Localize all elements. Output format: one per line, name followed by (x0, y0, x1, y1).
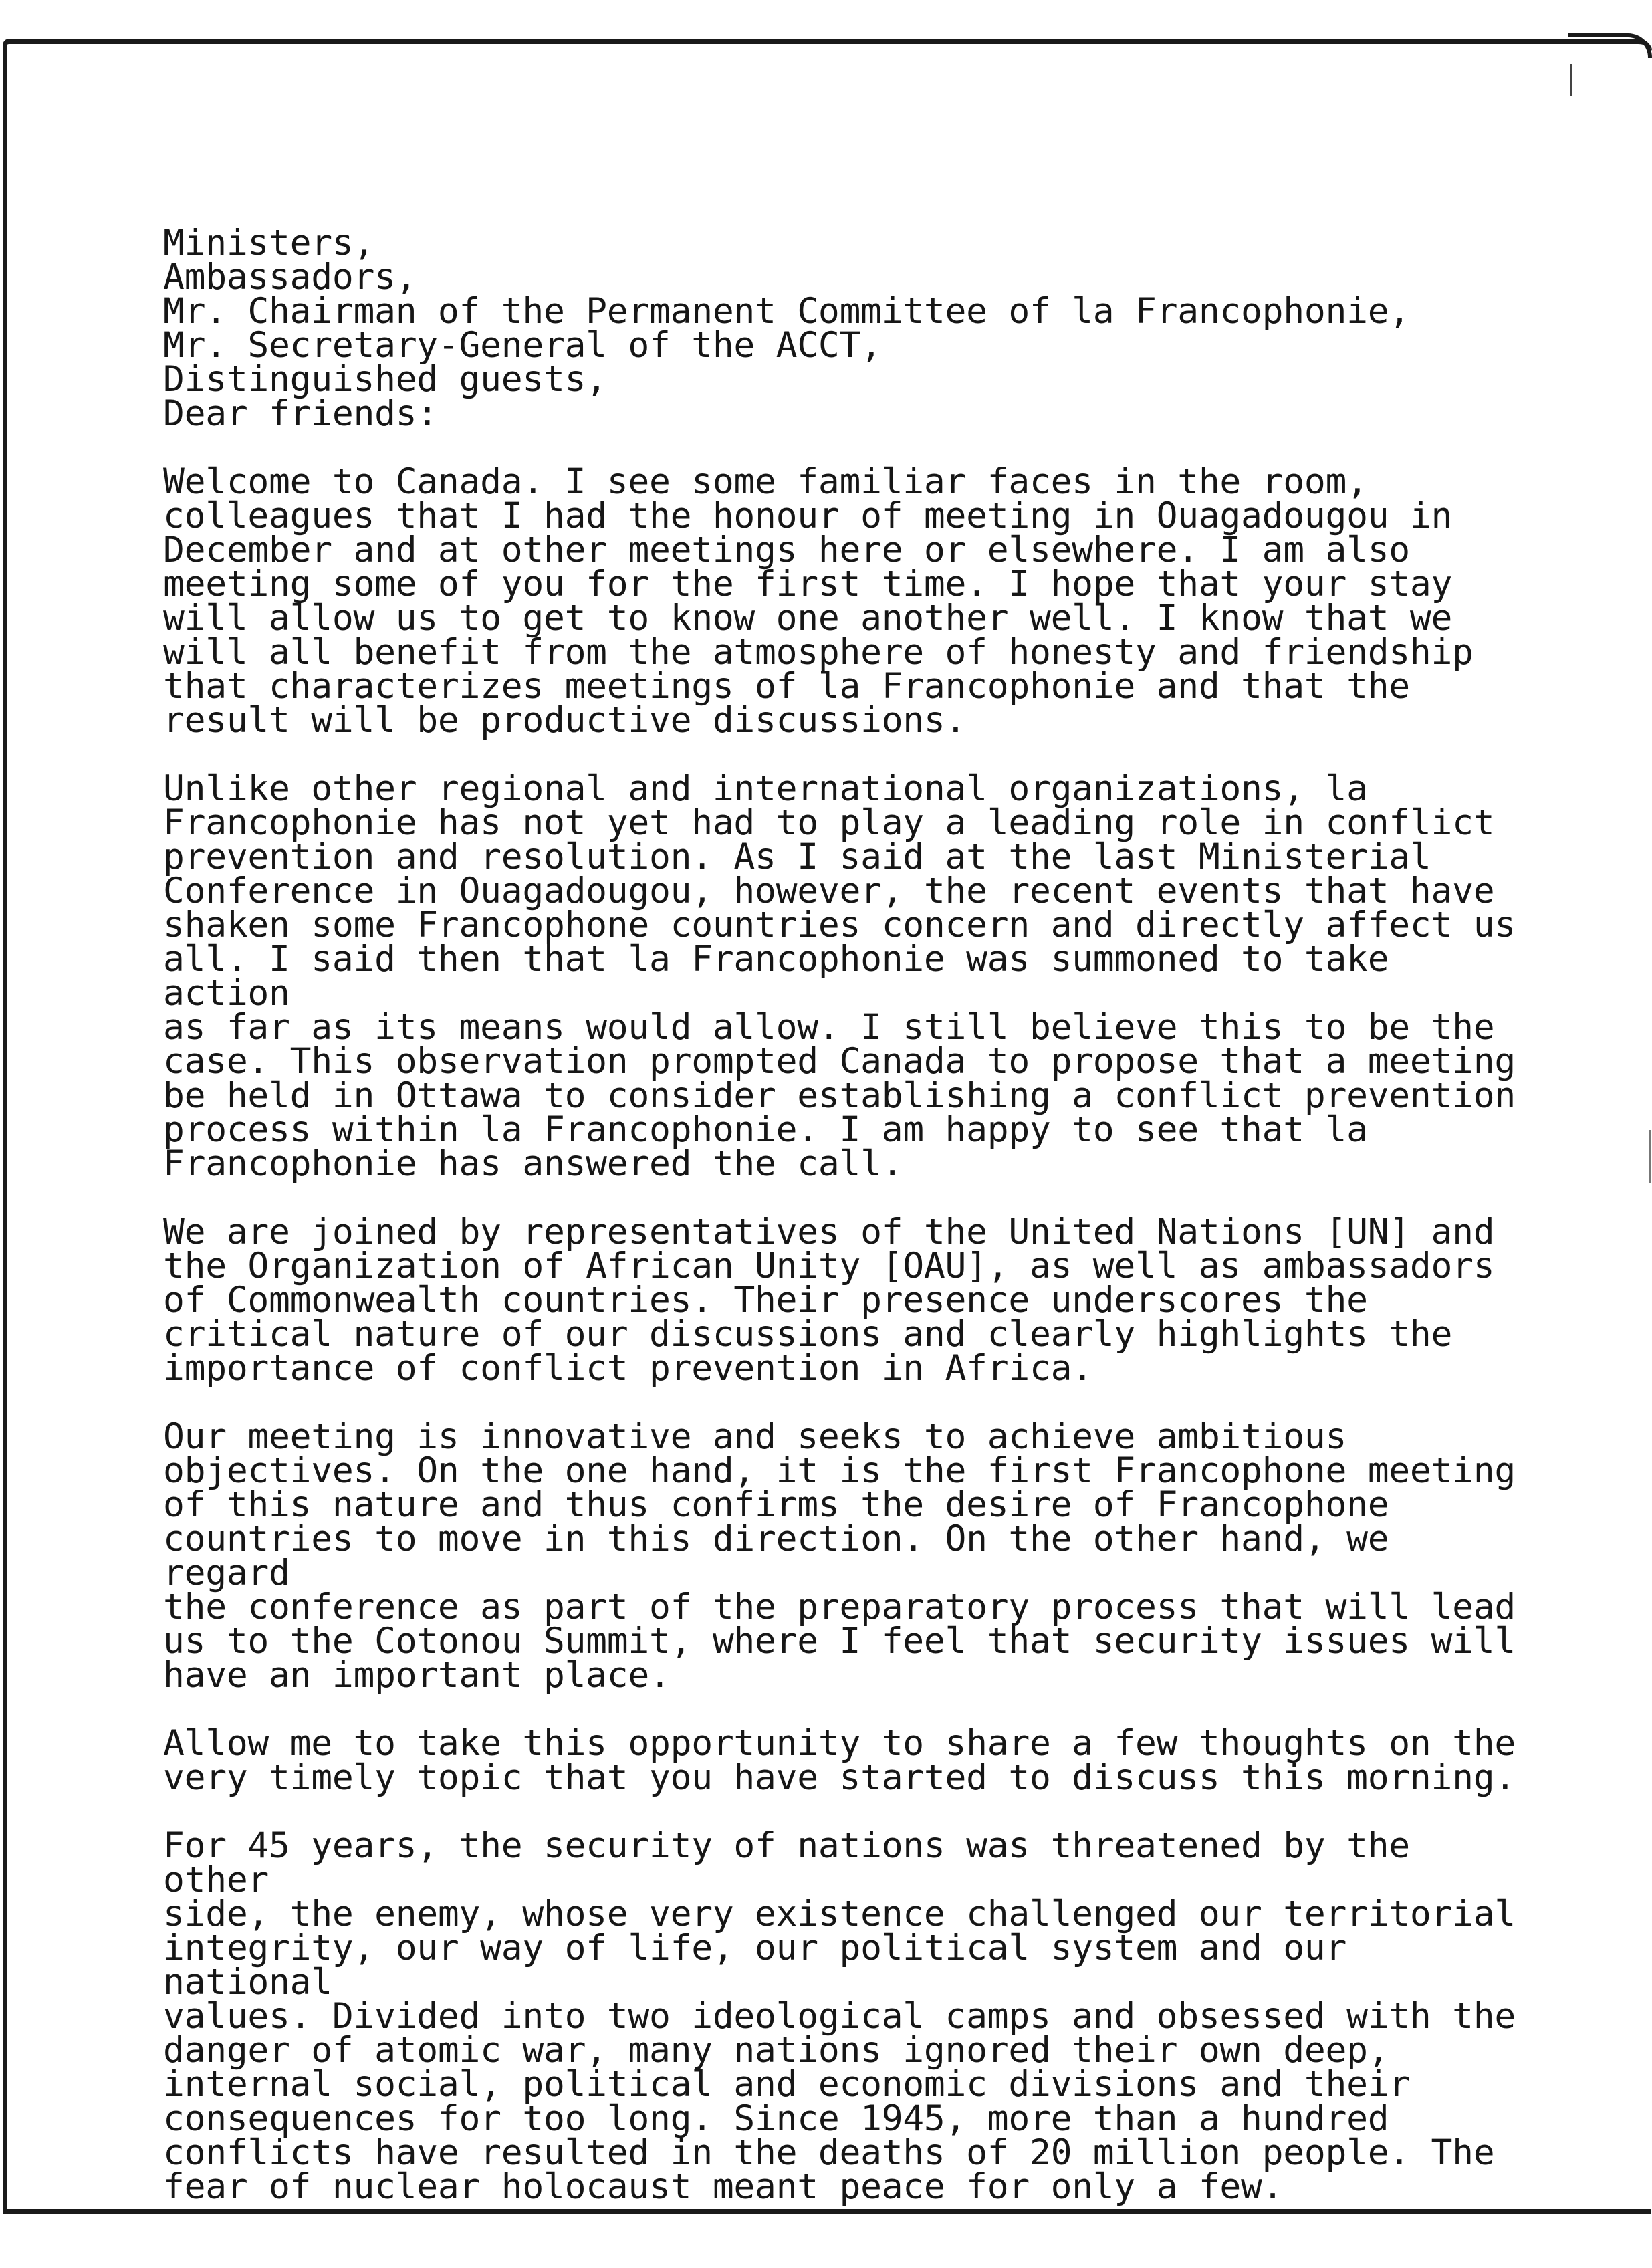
paragraph-security-history: For 45 years, the security of nations was threatened by the other side, the enemy, whose very existence challenged our territorial integrity, our way of life, our political system and our national values. Divided into two ideological camps and obsessed with the danger of atomic war, many nations ignored their own deep, internal social, political and economic divisions and their consequences for too long. Since 1945, more than a hundred conflicts have resulted in the deaths of 20 million people. The fear of nuclear holocaust meant peace for only a few. (163, 1825, 1516, 2207)
speech-text (163, 223, 1520, 2207)
paragraph-welcome: Welcome to Canada. I see some familiar faces in the room, colleagues that I had the honour of meeting in Ouagadougou in December and at other meetings here or elsewhere. I am also meeting some of you for the first time. I hope that your stay will allow us to get to know one another well. I know that we will all benefit from the atmosphere of honesty and friendship that characterizes meetings of la Francophonie and that the result will be productive discussions. (163, 461, 1473, 741)
paragraph-meeting-objectives: Our meeting is innovative and seeks to achieve ambitious objectives. On the one hand, it is the first Francophone meeting of this nature and thus confirms the desire of Francophone countries to move in this direction. On the other hand, we regard the conference as part of the preparatory process that will lead us to the Cotonou Summit, where I feel that security issues will have an important place. (163, 1416, 1516, 1696)
salutation-line: Dear friends: (163, 393, 438, 434)
salutation-line: Distinguished guests, (163, 359, 607, 400)
page-border-bottom (3, 2209, 1651, 2214)
paragraph-representatives: We are joined by representatives of the United Nations [UN] and the Organization of African Unity [OAU], as well as ambassadors of Commonwealth countries. Their presence underscores the critical nature of our discussions and clearly highlights the importance of conflict prevention in Africa. (163, 1212, 1495, 1389)
page-border-top (3, 39, 1652, 53)
page-border-top-corner (1568, 33, 1652, 58)
margin-mark (1649, 1130, 1651, 1183)
margin-mark (1570, 64, 1572, 96)
salutation-line: Mr. Secretary-General of the ACCT, (163, 325, 882, 366)
salutation-line: Ambassadors, (163, 257, 417, 298)
paragraph-thoughts: Allow me to take this opportunity to share a few thoughts on the very timely topic that you have started to discuss this morning. (163, 1723, 1516, 1798)
salutation-block (163, 223, 1520, 434)
paragraph-conflict-prevention: Unlike other regional and international organizations, la Francophonie has not yet had to play a leading role in conflict prevention and resolution. As I said at the last Ministerial Conference in Ouagadougou, however, the recent events that have shaken some Francophone countries concern and directly affect us all. I said then that la Francophonie was summoned to take action as far as its means would allow. I still believe this to be the case. This observation prompted Canada to propose that a meeting be held in Ottawa to consider establishing a conflict prevention process within la Francophonie. I am happy to see that la Francophonie has answered the call. (163, 768, 1516, 1184)
salutation-line: Mr. Chairman of the Permanent Committee of la Francophonie, (163, 291, 1410, 332)
page-border-left (3, 44, 7, 2214)
salutation-line: Ministers, (163, 223, 375, 263)
